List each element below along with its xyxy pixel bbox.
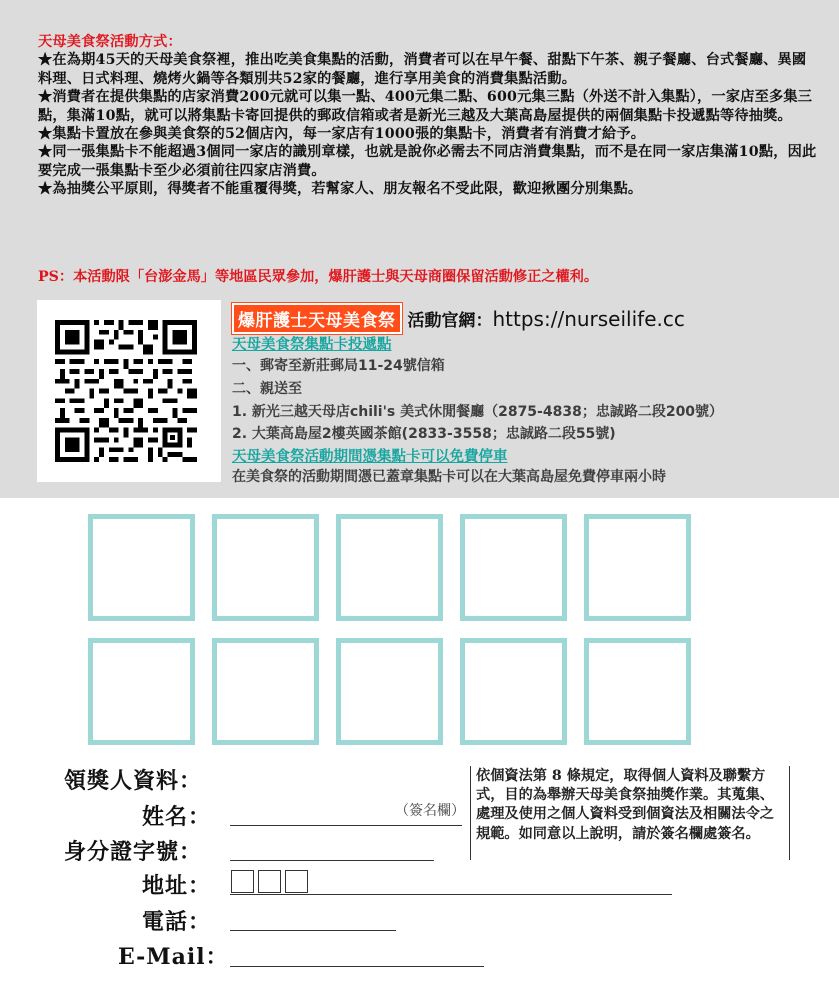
name-label: 姓名： xyxy=(142,804,212,830)
id-field[interactable] xyxy=(230,860,434,861)
stamp-box xyxy=(212,514,319,621)
stamp-box xyxy=(584,514,691,621)
site-url-link[interactable]: https://nurseilife.cc xyxy=(492,307,685,331)
privacy-notice: 依個資法第 8 條規定，取得個人資料及聯繫方式，目的為舉辦天母美食祭抽獎作業。其蒐集、處理及使用之個人資料受到個資法及相關法令之規範。如同意以上說明，請於簽名欄處簽名。 xyxy=(470,766,790,860)
signature-note: （簽名欄） xyxy=(395,803,465,819)
zip-box[interactable] xyxy=(258,870,281,893)
stamp-box xyxy=(336,638,443,745)
zip-box[interactable] xyxy=(231,870,254,893)
stamp-box xyxy=(88,638,195,745)
address-label: 地址： xyxy=(142,873,212,899)
ps-note: PS：本活動限「台澎金馬」等地區民眾參加，爆肝護士與天母商圈保留活動修正之權利。 xyxy=(38,269,599,285)
stamp-box xyxy=(584,638,691,745)
stamp-box xyxy=(460,514,567,621)
qr-code-icon[interactable] xyxy=(54,320,198,462)
qr-code-panel[interactable] xyxy=(37,300,221,482)
stamp-box xyxy=(88,514,195,621)
rule-item: ★集點卡置放在參與美食祭的52個店內，每一家店有1000張的集點卡，消費者有消費才給予。 xyxy=(38,126,646,143)
dropoff-heading: 天母美食祭集點卡投遞點 xyxy=(232,337,392,353)
rule-item: ★消費者在提供集點的店家消費200元就可以集一點、400元集二點、600元集三點（外送不計入集點），一家店至多集三點，集滿10點，就可以將集點卡寄回提供的郵政信箱或者是新光三越及大葉高島屋提供的兩個集點卡投遞點等待抽獎。 xyxy=(38,89,813,124)
name-field[interactable] xyxy=(230,825,462,826)
site-label: 活動官網： xyxy=(407,311,493,331)
parking-heading: 天母美食祭活動期間憑集點卡可以免費停車 xyxy=(232,449,508,465)
address-field[interactable] xyxy=(230,894,672,895)
id-label: 身分證字號： xyxy=(64,839,203,865)
phone-label: 電話： xyxy=(142,909,212,935)
phone-field[interactable] xyxy=(230,930,396,931)
rules-section xyxy=(38,33,818,199)
zip-box[interactable] xyxy=(285,870,308,893)
mail-line: 一、郵寄至新莊郵局11-24號信箱 xyxy=(232,358,445,374)
rules-title: 天母美食祭活動方式： xyxy=(38,34,182,50)
brand-badge: 爆肝護士天母美食祭 xyxy=(232,303,402,334)
deliver-heading: 二、親送至 xyxy=(232,381,302,397)
stamp-box xyxy=(460,638,567,745)
rule-item: ★在為期45天的天母美食祭裡，推出吃美食集點的活動，消費者可以在早午餐、甜點下午茶、親子餐廳、台式餐廳、異國料理、日式料理、燒烤火鍋等各類別共52家的餐廳，進行享用美食的消費集點活動。 xyxy=(38,52,807,87)
form-heading: 領獎人資料： xyxy=(64,768,203,794)
location-2: 2. 大葉高島屋2樓英國茶館(2833-3558；忠誠路二段55號) xyxy=(232,426,616,442)
location-1: 1. 新光三越天母店chili's 美式休閒餐廳（2875-4838；忠誠路二段200號） xyxy=(232,404,724,420)
email-label: E-Mail： xyxy=(118,944,229,970)
rule-item: ★同一張集點卡不能超過3個同一家店的識別章樣，也就是說你必需去不同店消費集點，而不是在同一家店集滿10點，因此要完成一張集點卡至少必須前往四家店消費。 xyxy=(38,144,817,179)
stamp-box xyxy=(336,514,443,621)
parking-detail: 在美食祭的活動期間憑已蓋章集點卡可以在大葉高島屋免費停車兩小時 xyxy=(232,469,666,485)
stamp-box xyxy=(212,638,319,745)
rule-item: ★為抽獎公平原則，得獎者不能重覆得獎，若幫家人、朋友報名不受此限，歡迎揪團分別集點。 xyxy=(38,181,643,198)
email-field[interactable] xyxy=(230,966,484,967)
